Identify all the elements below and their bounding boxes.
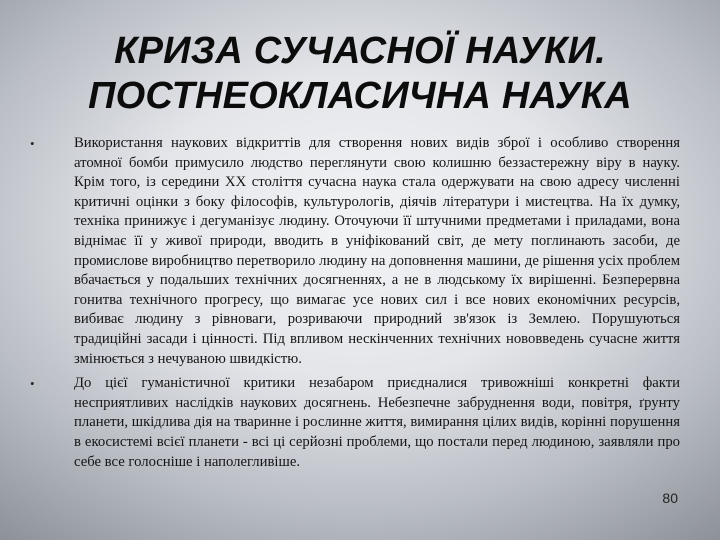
bullet-icon: •: [30, 376, 35, 392]
title-line-2: ПОСТНЕОКЛАСИЧНА НАУКА: [88, 75, 632, 118]
title-line-1: КРИЗА СУЧАСНОЇ НАУКИ.: [114, 30, 606, 73]
bullet-paragraph-2: [30, 374, 680, 472]
bullet-list: [30, 134, 680, 477]
page-number: 80: [662, 490, 678, 506]
bullet-icon: •: [30, 136, 35, 151]
paragraph-text: До цієї гуманістичної критики незабаром приєдналися тривожніші конкретні факти несприятливих наслідків наукових досягнень. Небезпечне забруднення води, повітря, ґрунту планети, шкідлива дія на тваринне і рослинне життя, вимирання цілих видів, корінні порушення в екосистемі всієї планети - всі ці серйозні проблеми, що постали перед людиною, заявляли про себе все голосніше і наполегливіше.: [74, 375, 680, 470]
paragraph-text: Використання наукових відкриттів для створення нових видів зброї і особливо створення атомної бомби примусило людство переглянути свою колишню беззастережну віру в науку. Крім того, із середини XX століття сучасна наука стала одержувати на свою адресу численні критичні оцінки з боку філософів, культурологів, діячів літератури і мистецтва. На їх думку, техніка принижує і дегуманізує людину. Оточуючи її штучними предметами і приладами, вона віднімає її у живої природи, вводить в уніфікований світ, де мету поглинають засоби, де промислове виробництво перетворило людину на доповнення машини, де рішення усіх проблем вбачається у подальших технічних досягненнях, а не в людському їх вирішенні. Безперервна гонитва технічного прогресу, що вимагає усе нових сил і все нових економічних ресурсів, вибиває людину з рівноваги, розриваючи природний зв'язок із Землею. Порушуються традиційні засади і цінності. Під впливом нескінченних технічних нововведень сучасне життя змінюється з нечуваною швидкістю.: [74, 135, 680, 367]
bullet-paragraph-1: [30, 134, 680, 369]
slide-title: [40, 29, 680, 119]
